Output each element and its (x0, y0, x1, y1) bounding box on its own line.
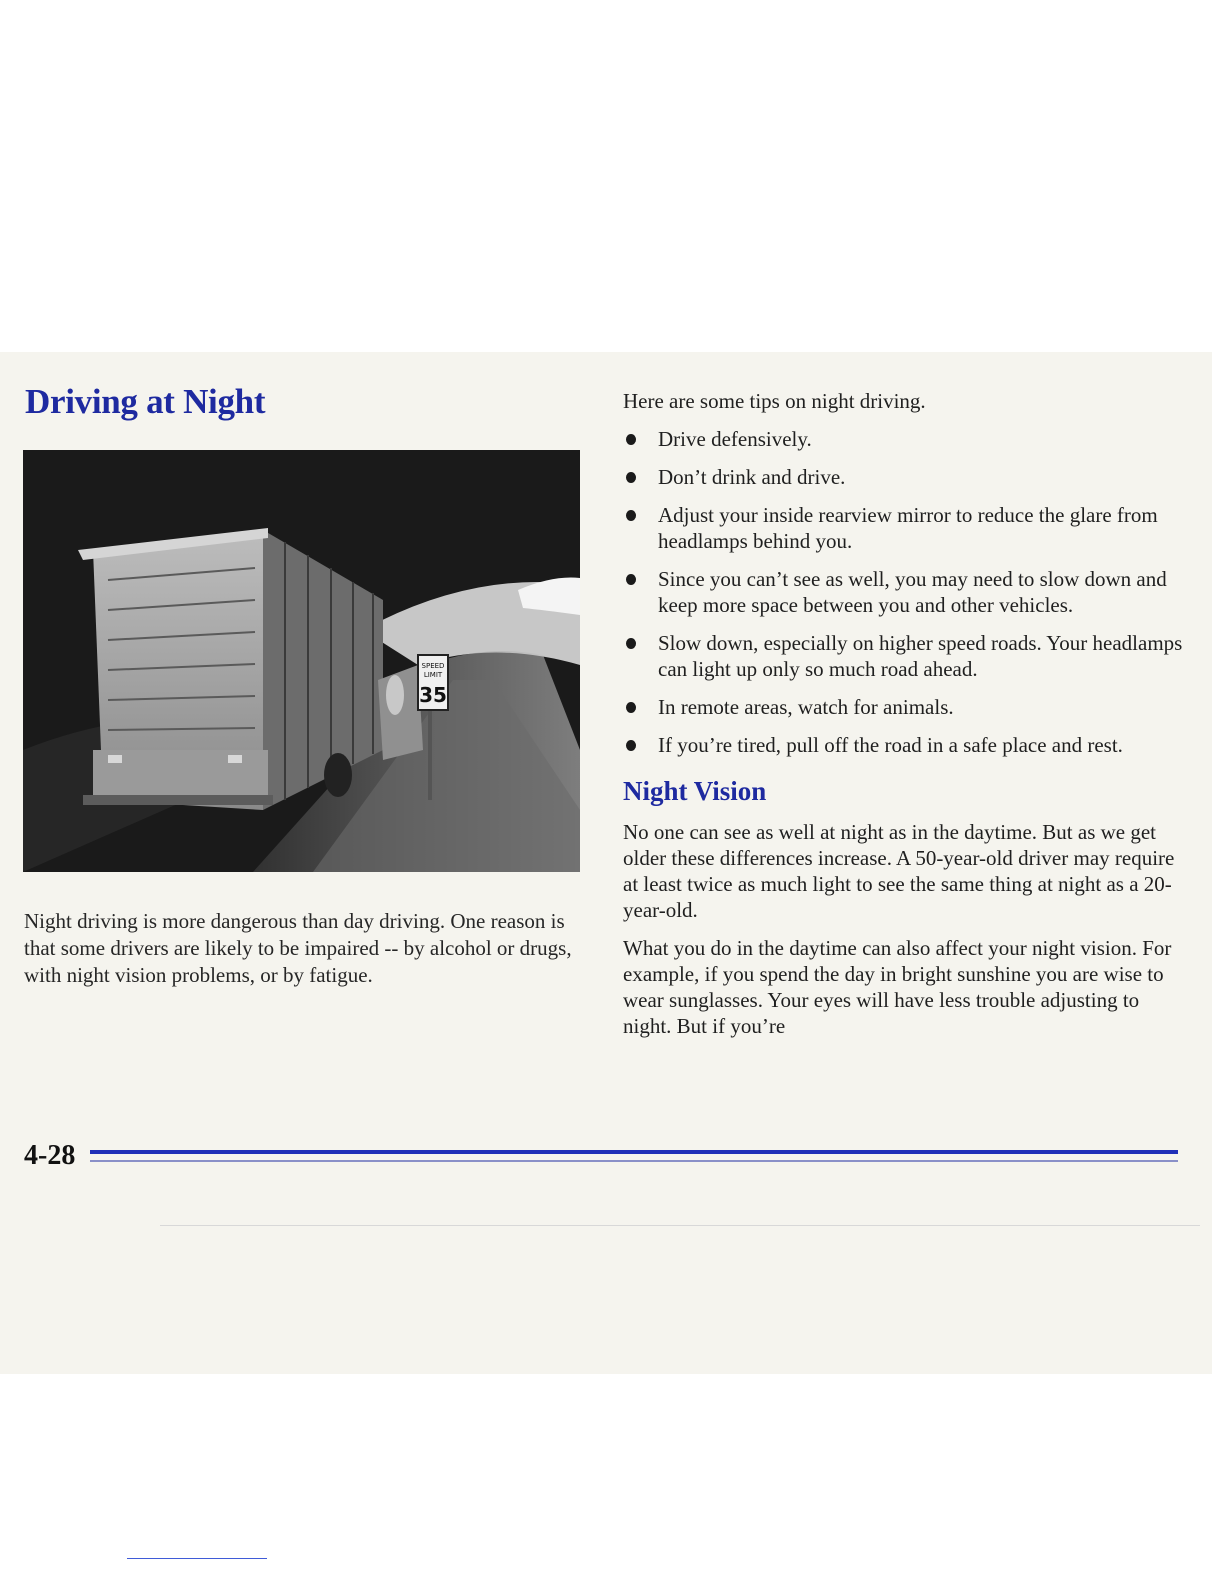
tip-item (623, 630, 1183, 682)
tip-text: Drive defensively. (658, 427, 812, 451)
page-number: 4-28 (24, 1140, 76, 1171)
tip-item (623, 502, 1183, 554)
bottom-link-line (127, 1558, 267, 1559)
night-vision-heading: Night Vision (623, 776, 767, 806)
footer-rule-thin (90, 1160, 1178, 1162)
tips-intro: Here are some tips on night driving. (623, 389, 926, 413)
night-vision-paragraph-1: No one can see as well at night as in the daytime. But as we get older these differences increase. A 50-year-old driver may require at least twice as much light to see the same thing at night as a 20-year-old. (623, 820, 1175, 922)
night-truck-illustration (23, 450, 580, 872)
tip-text: Don’t drink and drive. (658, 465, 846, 489)
bullet-icon (626, 638, 636, 649)
bullet-icon (626, 510, 636, 521)
bullet-icon (626, 740, 636, 751)
bullet-icon (626, 574, 636, 585)
night-vision-paragraph-2: What you do in the daytime can also affect your night vision. For example, if you spend the day in bright sunshine you are wise to wear sunglasses. Your eyes will have less trouble adjusting to night. But if you’re (623, 936, 1172, 1038)
bullet-icon (626, 472, 636, 483)
tip-text: Slow down, especially on higher speed roads. Your headlamps can light up only so much road ahead. (658, 631, 1183, 681)
tip-item (623, 566, 1183, 618)
bullet-icon (626, 434, 636, 445)
scan-divider (160, 1225, 1200, 1226)
sign-value: 35 (419, 683, 447, 707)
sign-line1: SPEED (421, 662, 445, 670)
page-title: Driving at Night (25, 382, 266, 421)
tip-text: In remote areas, watch for animals. (658, 695, 954, 719)
sign-line2: LIMIT (423, 671, 443, 679)
tip-text: Since you can’t see as well, you may need to slow down and keep more space between you and other vehicles. (658, 567, 1167, 617)
right-column (623, 388, 1183, 1051)
tip-item (623, 426, 1183, 452)
tip-text: If you’re tired, pull off the road in a safe place and rest. (658, 733, 1123, 757)
tip-text: Adjust your inside rearview mirror to reduce the glare from headlamps behind you. (658, 503, 1158, 553)
footer-rule (90, 1150, 1178, 1154)
bullet-icon (626, 702, 636, 713)
tip-item (623, 732, 1183, 758)
tip-item (623, 694, 1183, 720)
intro-paragraph: Night driving is more dangerous than day driving. One reason is that some drivers are likely to be impaired -- by alcohol or drugs, with night vision problems, or by fatigue. (24, 909, 572, 987)
tips-list (623, 426, 1183, 758)
tip-item (623, 464, 1183, 490)
